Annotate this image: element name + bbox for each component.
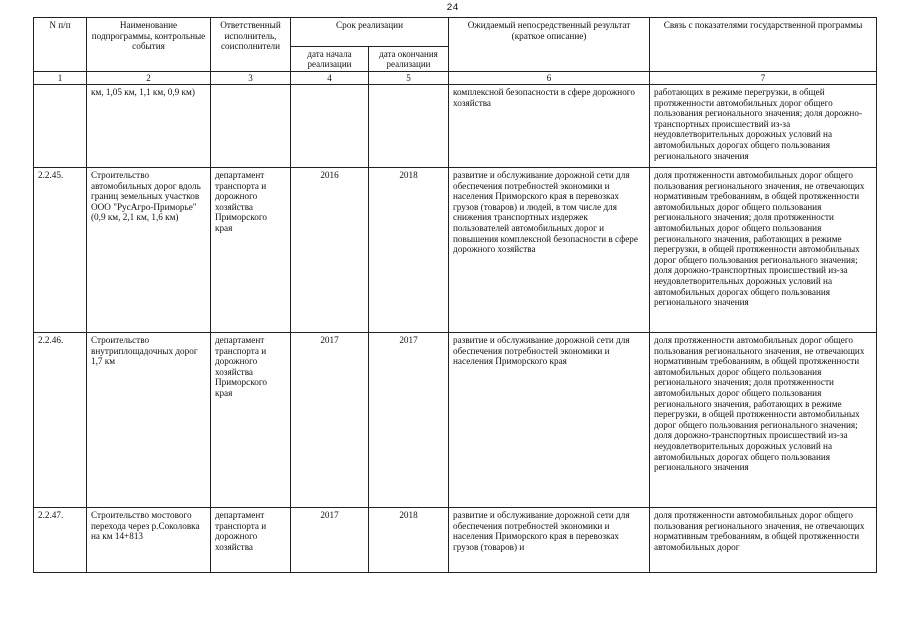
row-start <box>291 85 369 168</box>
row-num: 2.2.47. <box>34 508 87 573</box>
row-name: Строительство автомобильных дорог вдоль границ земельных участков ООО "РусАгро-Приморье" (0,9 км, 2,1 км, 1,6 км) <box>87 168 211 333</box>
col-index: 3 <box>211 72 291 85</box>
page-number: 24 <box>446 3 459 14</box>
row-responsible <box>211 85 291 168</box>
row-start: 2016 <box>291 168 369 333</box>
col-index: 2 <box>87 72 211 85</box>
row-link: доля протяженности автомобильных дорог общего пользования регионального значения, не отвечающих нормативным требованиям, в общей протяженности автомобильных дорог общего пользования регионального значения; доля протяженности автомобильных дорог общего пользования регионального значения, работающих в режиме перегрузки, в общей протяженности автомобильных дорог общего пользования регионального значения; доля дорожно-транспортных происшествий из-за неудовлетворительных дорожных условий на автомобильных дорогах общего пользования регионального значения <box>650 333 877 508</box>
row-result: развитие и обслуживание дорожной сети для обеспечения потребностей экономики и населения Приморского края в перевозках грузов (товаров) и людей, в том числе для снижения транспортных издержек пользователей автомобильных дорог и повышения комплексной безопасности в сфере дорожного хозяйства <box>449 168 650 333</box>
row-result: развитие и обслуживание дорожной сети для обеспечения потребностей экономики и населения Приморского края в перевозках грузов (товаров) и <box>449 508 650 573</box>
row-start: 2017 <box>291 508 369 573</box>
row-link: работающих в режиме перегрузки, в общей протяженности автомобильных дорог общего пользования регионального значения; доля дорожно-транспортных происшествий из-за неудовлетворительных дорожных условий на автомобильных дорогах общего пользования регионального значения <box>650 85 877 168</box>
row-num <box>34 85 87 168</box>
column-index-row <box>34 72 877 85</box>
header-responsible: Ответственный исполнитель, соисполнители <box>211 18 291 72</box>
header-start: дата начала реализации <box>291 47 369 72</box>
header-result: Ожидаемый непосредственный результат (краткое описание) <box>449 18 650 72</box>
row-num: 2.2.45. <box>34 168 87 333</box>
col-index: 6 <box>449 72 650 85</box>
col-index: 5 <box>369 72 449 85</box>
table-row <box>34 333 877 508</box>
row-responsible: департамент транспорта и дорожного хозяйства <box>211 508 291 573</box>
row-end <box>369 85 449 168</box>
col-index: 1 <box>34 72 87 85</box>
table-row <box>34 168 877 333</box>
table-row <box>34 85 877 168</box>
row-end: 2018 <box>369 168 449 333</box>
row-end: 2017 <box>369 333 449 508</box>
header-end: дата окончания реализации <box>369 47 449 72</box>
program-table <box>33 17 877 573</box>
row-name: Строительство мостового перехода через р.Соколовка на км 14+813 <box>87 508 211 573</box>
row-link: доля протяженности автомобильных дорог общего пользования регионального значения, не отвечающих нормативным требованиям, в общей протяженности автомобильных дорог <box>650 508 877 573</box>
col-index: 4 <box>291 72 369 85</box>
row-num: 2.2.46. <box>34 333 87 508</box>
row-result: развитие и обслуживание дорожной сети для обеспечения потребностей экономики и населения Приморского края <box>449 333 650 508</box>
row-link: доля протяженности автомобильных дорог общего пользования регионального значения, не отвечающих нормативным требованиям, в общей протяженности автомобильных дорог общего пользования регионального значения; доля протяженности автомобильных дорог общего пользования регионального значения, работающих в режиме перегрузки, в общей протяженности автомобильных дорог общего пользования регионального значения; доля дорожно-транспортных происшествий из-за неудовлетворительных дорожных условий на автомобильных дорогах общего пользования регионального значения <box>650 168 877 333</box>
row-responsible: департамент транспорта и дорожного хозяйства Приморского края <box>211 168 291 333</box>
table-header <box>34 18 877 85</box>
header-period: Срок реализации <box>291 18 449 47</box>
row-name: Строительство внутриплощадочных дорог 1,7 км <box>87 333 211 508</box>
table-row <box>34 508 877 573</box>
row-start: 2017 <box>291 333 369 508</box>
header-link: Связь с показателями государственной программы <box>650 18 877 72</box>
row-name: км, 1,05 км, 1,1 км, 0,9 км) <box>87 85 211 168</box>
row-result: комплексной безопасности в сфере дорожного хозяйства <box>449 85 650 168</box>
col-index: 7 <box>650 72 877 85</box>
row-end: 2018 <box>369 508 449 573</box>
row-responsible: департамент транспорта и дорожного хозяйства Приморского края <box>211 333 291 508</box>
header-num: N п/п <box>34 18 87 72</box>
header-name: Наименование подпрограммы, контрольные события <box>87 18 211 72</box>
